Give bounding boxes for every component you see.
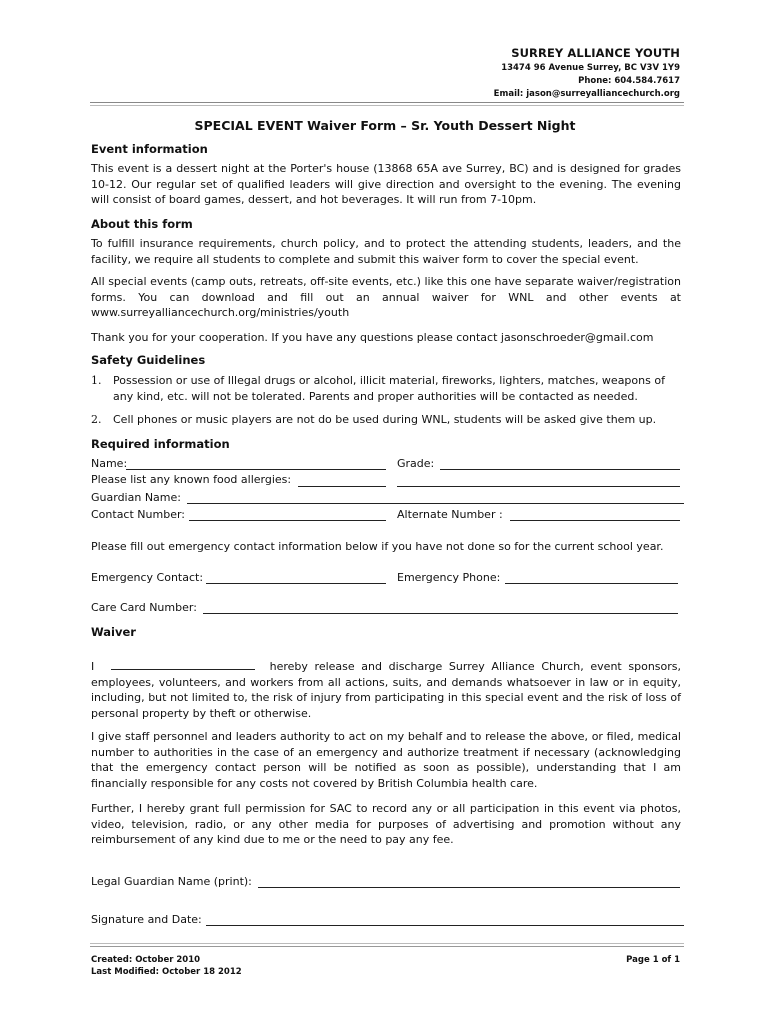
care-card-label: Care Card Number: [91, 601, 197, 614]
emergency-contact-label: Emergency Contact: [91, 571, 204, 584]
safety-item-text: Possession or use of Illegal drugs or alcohol, illicit material, fireworks, lighters, matches, weapons of any kind, etc. will not be tolerated. Parents and proper authorities will be contacted as needed. [113, 374, 665, 403]
allergies-field-continued[interactable] [397, 486, 680, 487]
allergies-label: Please list any known food allergies: [91, 473, 292, 486]
org-phone: Phone: 604.584.7617 [578, 76, 680, 86]
waiver-i-label: I [91, 660, 95, 673]
name-label: Name: [91, 457, 128, 470]
guardian-name-label: Guardian Name: [91, 491, 181, 504]
safety-item-text: Cell phones or music players are not do be used during WNL, students will be asked give them up. [113, 413, 657, 426]
grade-field[interactable] [440, 469, 680, 470]
guardian-name-field[interactable] [187, 503, 684, 504]
footer-modified: Last Modified: October 18 2012 [91, 967, 242, 977]
emergency-phone-label: Emergency Phone: [397, 571, 501, 584]
required-heading: Required information [91, 437, 230, 451]
guardian-print-label: Legal Guardian Name (print): [91, 875, 252, 888]
footer-divider-secondary [90, 946, 684, 947]
waiver-paragraph-1-text: hereby release and discharge Surrey Alliance Church, event sponsors, employees, volunteers, and workers from all actions, suits, and demands whatsoever in law or in equity, including, but not limited to, the risk of injury from participating in this special event and the risk of loss of personal property by theft or otherwise. [91, 660, 682, 720]
about-paragraph-2: All special events (camp outs, retreats, off-site events, etc.) like this one have separate waiver/registration forms. You can download and fill out an annual waiver for WNL and other events at www.surreyalliancechurch.org/ministries/youth [91, 275, 681, 319]
waiver-paragraph-3: Further, I hereby grant full permission for SAC to record any or all participation in this event via photos, video, television, radio, or any other media for purposes of advertising and promotion without any reimbursement of any kind due to me or the need to pay any fee. [91, 802, 681, 846]
header-divider [90, 102, 684, 103]
waiver-paragraph-1 [91, 659, 681, 721]
waiver-paragraph-2: I give staff personnel and leaders authority to act on my behalf and to release the above, or filed, medical number to authorities in the case of an emergency and authorize treatment if necessary (acknowledging that the emergency contact person will be notified as soon as possible), understanding that I am financially responsible for any costs not covered by British Columbia health care. [91, 730, 681, 790]
safety-item-number: 1. [91, 374, 102, 387]
signature-date-field[interactable] [206, 925, 684, 926]
header-divider-secondary [90, 105, 684, 106]
safety-heading: Safety Guidelines [91, 353, 206, 367]
guardian-print-field[interactable] [258, 887, 680, 888]
event-info-heading: Event information [91, 142, 208, 156]
waiver-heading: Waiver [91, 625, 136, 639]
emergency-phone-field[interactable] [505, 583, 678, 584]
name-field[interactable] [126, 469, 386, 470]
signature-date-label: Signature and Date: [91, 913, 202, 926]
event-info-text: This event is a dessert night at the Porter's house (13868 65A ave Surrey, BC) and is designed for grades 10-12. Our regular set of qualified leaders will give direction and oversight to the evening. The evening will consist of board games, dessert, and hot beverages. It will run from 7-10pm. [91, 162, 681, 206]
footer-created: Created: October 2010 [91, 955, 201, 965]
emergency-note: Please fill out emergency contact information below if you have not done so for the current school year. [91, 540, 664, 553]
org-address: 13474 96 Avenue Surrey, BC V3V 1Y9 [501, 63, 680, 73]
alternate-number-field[interactable] [510, 520, 680, 521]
care-card-field[interactable] [203, 613, 678, 614]
about-heading: About this form [91, 217, 193, 231]
contact-number-field[interactable] [189, 520, 386, 521]
form-title: SPECIAL EVENT Waiver Form – Sr. Youth Dessert Night [194, 118, 576, 133]
grade-label: Grade: [397, 457, 435, 470]
footer-page-number: Page 1 of 1 [626, 955, 680, 965]
org-email: Email: jason@surreyalliancechurch.org [493, 89, 680, 99]
emergency-contact-field[interactable] [206, 583, 386, 584]
contact-number-label: Contact Number: [91, 508, 185, 521]
about-paragraph-3: Thank you for your cooperation. If you have any questions please contact jasonschroeder@gmail.com [91, 331, 654, 344]
waiver-name-field[interactable] [111, 659, 255, 670]
allergies-field[interactable] [298, 486, 386, 487]
safety-item-number: 2. [91, 413, 102, 426]
about-paragraph-1: To fulfill insurance requirements, church policy, and to protect the attending students, leaders, and the facility, we require all students to complete and submit this waiver form to cover the special event. [91, 237, 681, 266]
org-name: SURREY ALLIANCE YOUTH [511, 46, 680, 60]
alternate-number-label: Alternate Number : [397, 508, 503, 521]
footer-divider [90, 943, 684, 944]
